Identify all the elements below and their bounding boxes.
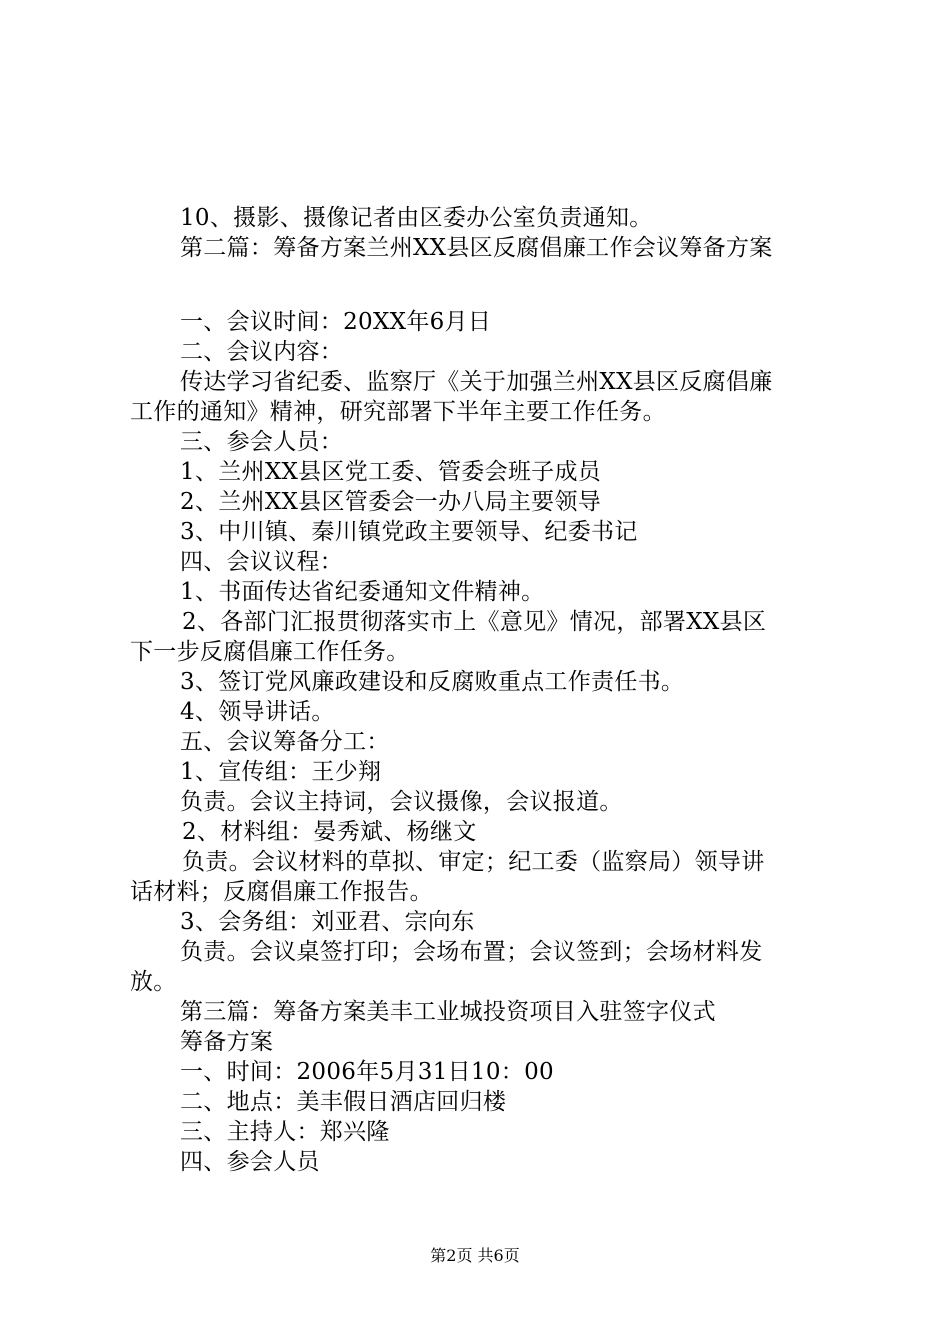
text-line: 筹备方案 (180, 1029, 274, 1055)
text-line: 3、中川镇、秦川镇党政主要领导、纪委书记 (180, 519, 638, 545)
section-heading: 第二篇：筹备方案兰州XX县区反腐倡廉工作会议筹备方案 (180, 235, 773, 261)
text-line: 五、会议筹备分工： (180, 729, 390, 755)
text-line: 2、兰州XX县区管委会一办八局主要领导 (180, 489, 602, 515)
text-line: 4、领导讲话。 (180, 699, 335, 725)
text-line: 负责。会议桌签打印；会场布置；会议签到；会场材料发 (180, 939, 763, 965)
text-line: 10、摄影、摄像记者由区委办公室负责通知。 (180, 205, 653, 231)
text-line: 三、参会人员： (180, 429, 344, 455)
text-line: 二、会议内容： (180, 339, 344, 365)
text-line: 2、材料组：晏秀斌、杨继文 (182, 819, 477, 845)
text-line: 一、时间：2006年5月31日10：00 (180, 1059, 554, 1085)
page-number: 第2页 共6页 (430, 1246, 520, 1265)
text-line: 放。 (130, 969, 177, 995)
blank-line (130, 263, 836, 307)
text-line: 3、签订党风廉政建设和反腐败重点工作责任书。 (180, 669, 685, 695)
text-line: 1、宣传组：王少翔 (180, 759, 382, 785)
text-line: 四、会议议程： (180, 549, 344, 575)
text-line: 负责。会议材料的草拟、审定；纪工委（监察局）领导讲 (182, 849, 765, 875)
text-line: 下一步反腐倡廉工作任务。 (130, 639, 410, 665)
text-line: 工作的通知》精神，研究部署下半年主要工作任务。 (130, 399, 666, 425)
text-line: 话材料；反腐倡廉工作报告。 (130, 879, 433, 905)
text-line: 一、会议时间：20XX年6月日 (180, 309, 492, 335)
text-line: 二、地点：美丰假日酒店回归楼 (180, 1089, 507, 1115)
text-line: 三、主持人：郑兴隆 (180, 1119, 390, 1145)
text-line: 3、会务组：刘亚君、宗向东 (180, 909, 475, 935)
document-body (130, 203, 836, 1177)
section-heading: 第三篇：筹备方案美丰工业城投资项目入驻签字仪式 (180, 999, 716, 1025)
text-line: 2、各部门汇报贯彻落实市上《意见》情况，部署XX县区 (182, 609, 767, 635)
text-line: 传达学习省纪委、监察厅《关于加强兰州XX县区反腐倡廉 (180, 369, 773, 395)
text-line: 1、兰州XX县区党工委、管委会班子成员 (180, 459, 602, 485)
text-line: 1、书面传达省纪委通知文件精神。 (180, 579, 545, 605)
text-line: 负责。会议主持词，会议摄像，会议报道。 (180, 789, 623, 815)
text-line: 四、参会人员 (180, 1149, 320, 1175)
